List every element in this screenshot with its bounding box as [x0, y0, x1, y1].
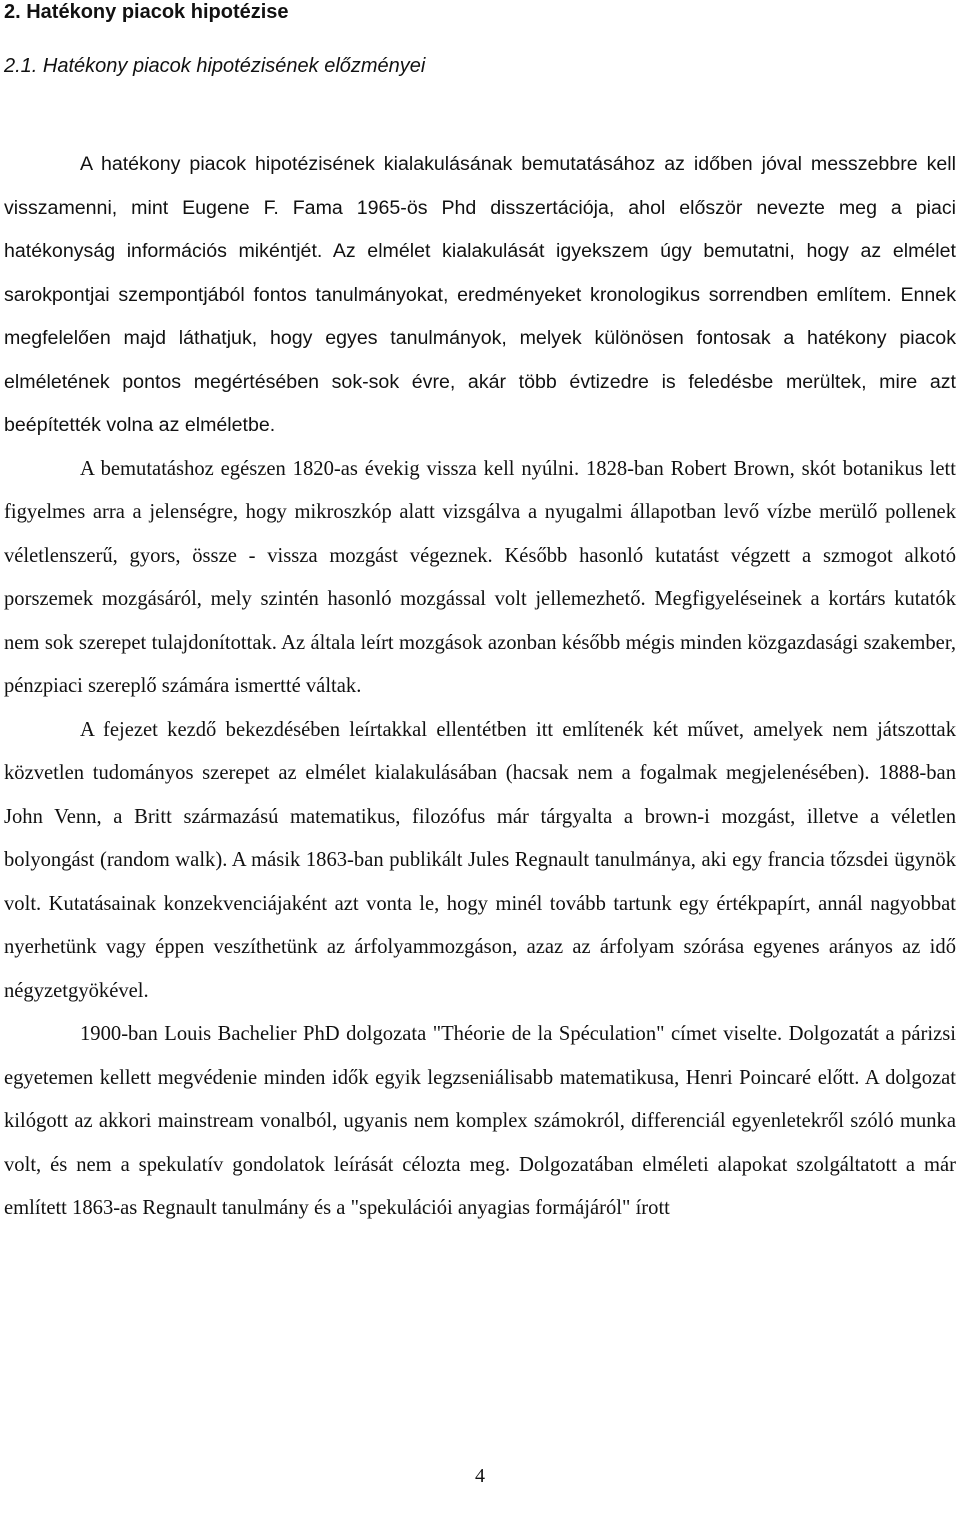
section-heading: 2.1. Hatékony piacok hipotézisének előzményei [4, 55, 426, 77]
paragraph-1: A hatékony piacok hipotézisének kialakulásának bemutatásához az időben jóval messzebbre kell visszamenni, mint Eugene F. Fama 1965-ös Phd disszertációja, ahol először nevezte meg a piaci hatékonyság információs mikéntjét. Az elmélet kialakulását igyekszem úgy bemutatni, hogy az elmélet sarokpontjai szempontjából fontos tanulmányokat, eredményeket kronologikus sorrendben említem. Ennek megfelelően majd láthatjuk, hogy egyes tanulmányok, melyek különösen fontosak a hatékony piacok elméletének pontos megértésében sok-sok évre, akár több évtizedre is feledésbe merültek, mire azt beépítették volna az elméletbe. [4, 153, 956, 436]
body-text [4, 143, 956, 1231]
page-number: 4 [475, 1465, 485, 1487]
paragraph-4: 1900-ban Louis Bachelier PhD dolgozata "Théorie de la Spéculation" címet viselte. Dolgozatát a párizsi egyetemen kellett megvédenie minden idők egyik legzseniálisabb matematikusa, Henri Poincaré előtt. A dolgozat kilógott az akkori mainstream vonalból, ugyanis nem komplex számokról, differenciál egyenletekről szóló munka volt, és nem a spekulatív gondolatok leírását célozta meg. Dolgozatában elméleti alapokat szolgáltatott a már említett 1863-as Regnault tanulmány és a "spekulációi anyagias formájáról" írott [4, 1023, 956, 1219]
chapter-heading: 2. Hatékony piacok hipotézise [4, 1, 289, 23]
paragraph-2: A bemutatáshoz egészen 1820-as évekig vissza kell nyúlni. 1828-ban Robert Brown, skót botanikus lett figyelmes arra a jelenségre, hogy mikroszkóp alatt vizsgálva a nyugalmi állapotban levő vízbe merülő pollenek véletlenszerű, gyors, össze - vissza mozgást végeznek. Később hasonló kutatást végzett a szmogot alkotó porszemek mozgásáról, mely szintén hasonló mozgással volt jellemezhető. Megfigyeléseinek a kortárs kutatók nem sok szerepet tulajdonítottak. Az általa leírt mozgások azonban később mégis minden közgazdasági szakember, pénzpiaci szereplő számára ismertté váltak. [4, 457, 956, 697]
paragraph-3: A fejezet kezdő bekezdésében leírtakkal ellentétben itt említenék két művet, amelyek nem játszottak közvetlen tudományos szerepet az elmélet kialakulásában (hacsak nem a fogalmak megjelenésében). 1888-ban John Venn, a Britt származású matematikus, filozófus már tárgyalta a brown-i mozgást, illetve a véletlen bolyongást (random walk). A másik 1863-ban publikált Jules Regnault tanulmánya, aki egy francia tőzsdei ügynök volt. Kutatásainak konzekvenciájaként azt vonta le, hogy minél tovább tartunk egy értékpapírt, annál nagyobbat nyerhetünk vagy éppen veszíthetünk az árfolyammozgáson, azaz az árfolyam szórása egyenes arányos az idő négyzetgyökével. [4, 718, 956, 1002]
